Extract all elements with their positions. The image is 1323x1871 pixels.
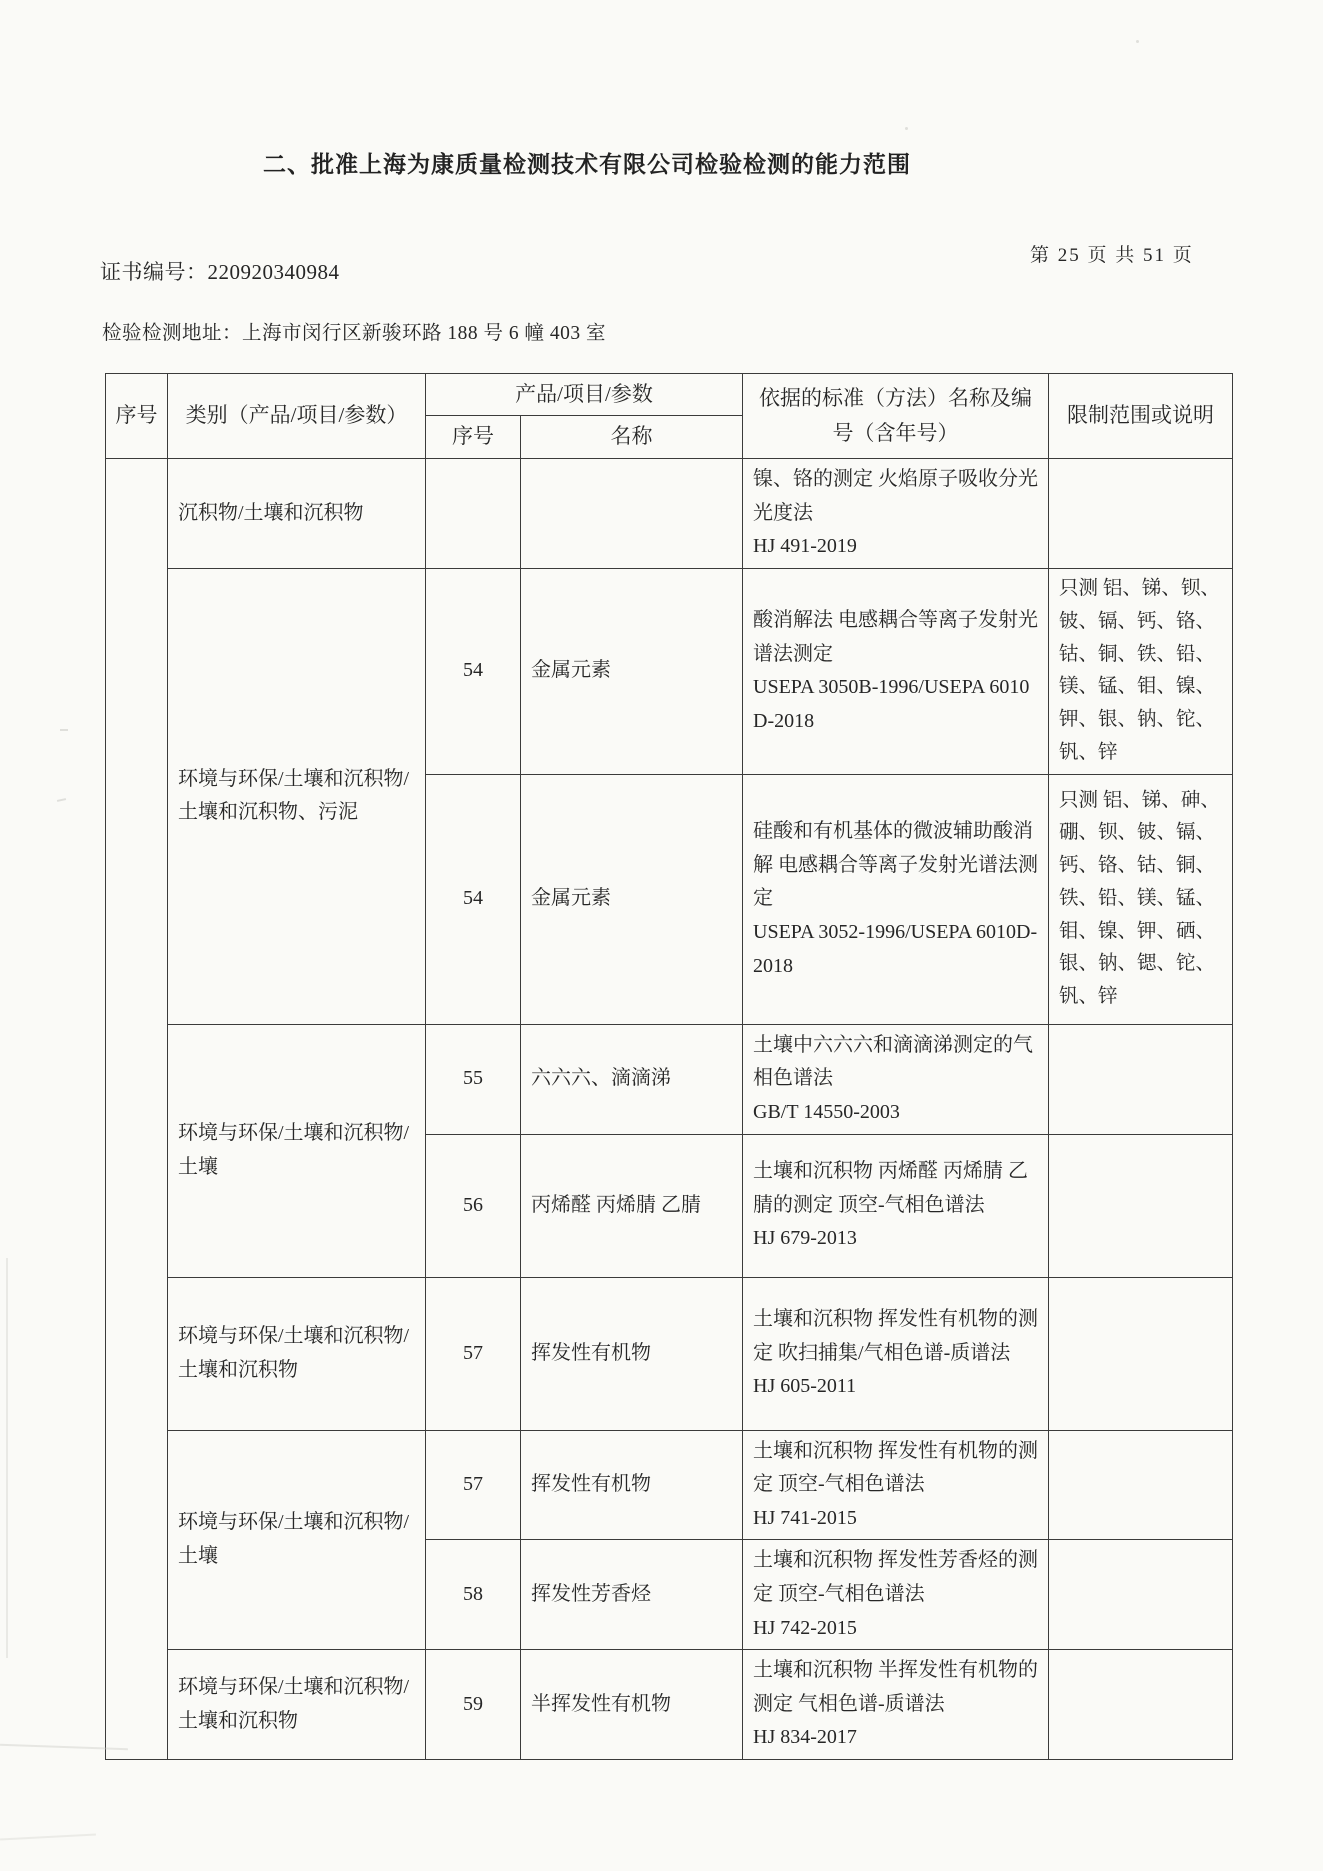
- cell-name: 挥发性有机物: [521, 1277, 743, 1430]
- cell-name: 金属元素: [521, 774, 743, 1024]
- standard-method: 土壤和沉积物 丙烯醛 丙烯腈 乙腈的测定 顶空-气相色谱法: [753, 1160, 1029, 1216]
- standard-code: USEPA 3052-1996/USEPA 6010D-2018: [753, 921, 1038, 977]
- cell-category: 环境与环保/土壤和沉积物/土壤: [168, 1430, 426, 1650]
- standard-code: GB/T 14550-2003: [753, 1100, 900, 1123]
- scan-artifact: [60, 729, 68, 731]
- table-row: [106, 1277, 1233, 1430]
- cell-seq: 58: [426, 1540, 521, 1650]
- cell-limit: [1049, 1134, 1233, 1277]
- cell-category: 环境与环保/土壤和沉积物/土壤和沉积物、污泥: [168, 568, 426, 1024]
- standard-code: HJ 679-2013: [753, 1227, 857, 1250]
- header-seq: 序号: [106, 374, 168, 459]
- cell-standard: [743, 1650, 1049, 1760]
- cell-standard: [743, 1024, 1049, 1134]
- capability-scope-table: [105, 373, 1233, 1760]
- cell-seq: 54: [426, 774, 521, 1024]
- standard-method: 土壤中六六六和滴滴涕测定的气相色谱法: [753, 1033, 1034, 1090]
- table-row: [106, 459, 1233, 569]
- cell-category: 环境与环保/土壤和沉积物/土壤和沉积物: [168, 1650, 426, 1760]
- cell-name: 金属元素: [521, 568, 743, 774]
- cell-name: 六六六、滴滴涕: [521, 1024, 743, 1134]
- cell-name: [521, 459, 743, 569]
- standard-method: 土壤和沉积物 挥发性有机物的测定 顶空-气相色谱法: [753, 1439, 1039, 1496]
- standard-code: HJ 742-2015: [753, 1616, 857, 1639]
- standard-method: 土壤和沉积物 半挥发性有机物的测定 气相色谱-质谱法: [753, 1659, 1039, 1715]
- scan-artifact: [0, 1833, 96, 1840]
- page-number-indicator: 第 25 页 共 51 页: [1030, 245, 1194, 266]
- header-product-group: 产品/项目/参数: [426, 374, 743, 416]
- cell-name: 丙烯醛 丙烯腈 乙腈: [521, 1134, 743, 1277]
- certificate-number-label: 证书编号：: [100, 260, 208, 284]
- table-row: [106, 1024, 1233, 1134]
- table-row: [106, 1430, 1233, 1540]
- cell-standard: [743, 1134, 1049, 1277]
- header-category: 类别（产品/项目/参数）: [168, 374, 426, 459]
- cell-name: 挥发性有机物: [521, 1430, 743, 1540]
- cell-seq: 57: [426, 1277, 521, 1430]
- standard-code: HJ 834-2017: [753, 1726, 857, 1749]
- cell-seq: 56: [426, 1134, 521, 1277]
- header-limit: 限制范围或说明: [1049, 374, 1233, 459]
- cell-limit: [1049, 459, 1233, 569]
- scan-artifact: [905, 127, 908, 130]
- header-sub-name: 名称: [521, 416, 743, 459]
- cell-limit: [1049, 1430, 1233, 1540]
- cell-name: 挥发性芳香烃: [521, 1540, 743, 1650]
- cell-limit: [1049, 1650, 1233, 1760]
- cell-seq: 54: [426, 568, 521, 774]
- cell-seq: [426, 459, 521, 569]
- cell-limit: [1049, 1277, 1233, 1430]
- header-standard: 依据的标准（方法）名称及编号（含年号）: [743, 374, 1049, 459]
- table-row: [106, 568, 1233, 774]
- scan-artifact: [6, 1258, 8, 1658]
- cell-seq: 57: [426, 1430, 521, 1540]
- cell-category: 沉积物/土壤和沉积物: [168, 459, 426, 569]
- standard-code: HJ 741-2015: [753, 1506, 857, 1529]
- standard-method: 酸消解法 电感耦合等离子发射光谱法测定: [753, 609, 1039, 665]
- cell-standard: [743, 1540, 1049, 1650]
- certificate-number-line: [100, 256, 340, 286]
- standard-method: 土壤和沉积物 挥发性芳香烃的测定 顶空-气相色谱法: [753, 1549, 1039, 1605]
- cell-seq: 55: [426, 1024, 521, 1134]
- cell-category: 环境与环保/土壤和沉积物/土壤和沉积物: [168, 1277, 426, 1430]
- cell-main-seq: [106, 459, 168, 1760]
- header-sub-seq: 序号: [426, 416, 521, 459]
- inspection-address: 检验检测地址：上海市闵行区新骏环路 188 号 6 幢 403 室: [102, 323, 607, 344]
- cell-limit: [1049, 1540, 1233, 1650]
- cell-standard: [743, 774, 1049, 1024]
- cell-standard: [743, 1430, 1049, 1540]
- cell-standard: [743, 459, 1049, 569]
- certificate-number-value: 220920340984: [207, 260, 340, 284]
- standard-method: 镍、铬的测定 火焰原子吸收分光光度法: [753, 468, 1039, 524]
- cell-seq: 59: [426, 1650, 521, 1760]
- cell-standard: [743, 1277, 1049, 1430]
- standard-code: HJ 605-2011: [753, 1375, 857, 1398]
- page-title: 二、批准上海为康质量检测技术有限公司检验检测的能力范围: [263, 152, 911, 177]
- cell-limit: 只测 铝、锑、钡、铍、镉、钙、铬、钴、铜、铁、铅、镁、锰、钼、镍、钾、银、钠、铊、钒、锌: [1049, 568, 1233, 774]
- standard-method: 硅酸和有机基体的微波辅助酸消解 电感耦合等离子发射光谱法测定: [753, 820, 1039, 910]
- cell-limit: 只测 铝、锑、砷、硼、钡、铍、镉、钙、铬、钴、铜、铁、铅、镁、锰、钼、镍、钾、硒、银、钠、锶、铊、钒、锌: [1049, 774, 1233, 1024]
- scan-artifact: [57, 798, 66, 802]
- cell-category: 环境与环保/土壤和沉积物/土壤: [168, 1024, 426, 1277]
- cell-limit: [1049, 1024, 1233, 1134]
- standard-code: HJ 491-2019: [753, 535, 857, 558]
- cell-name: 半挥发性有机物: [521, 1650, 743, 1760]
- scan-artifact: [1136, 40, 1139, 43]
- cell-standard: [743, 568, 1049, 774]
- standard-method: 土壤和沉积物 挥发性有机物的测定 吹扫捕集/气相色谱-质谱法: [753, 1308, 1039, 1364]
- standard-code: USEPA 3050B-1996/USEPA 6010D-2018: [753, 676, 1030, 732]
- table-row: [106, 1650, 1233, 1760]
